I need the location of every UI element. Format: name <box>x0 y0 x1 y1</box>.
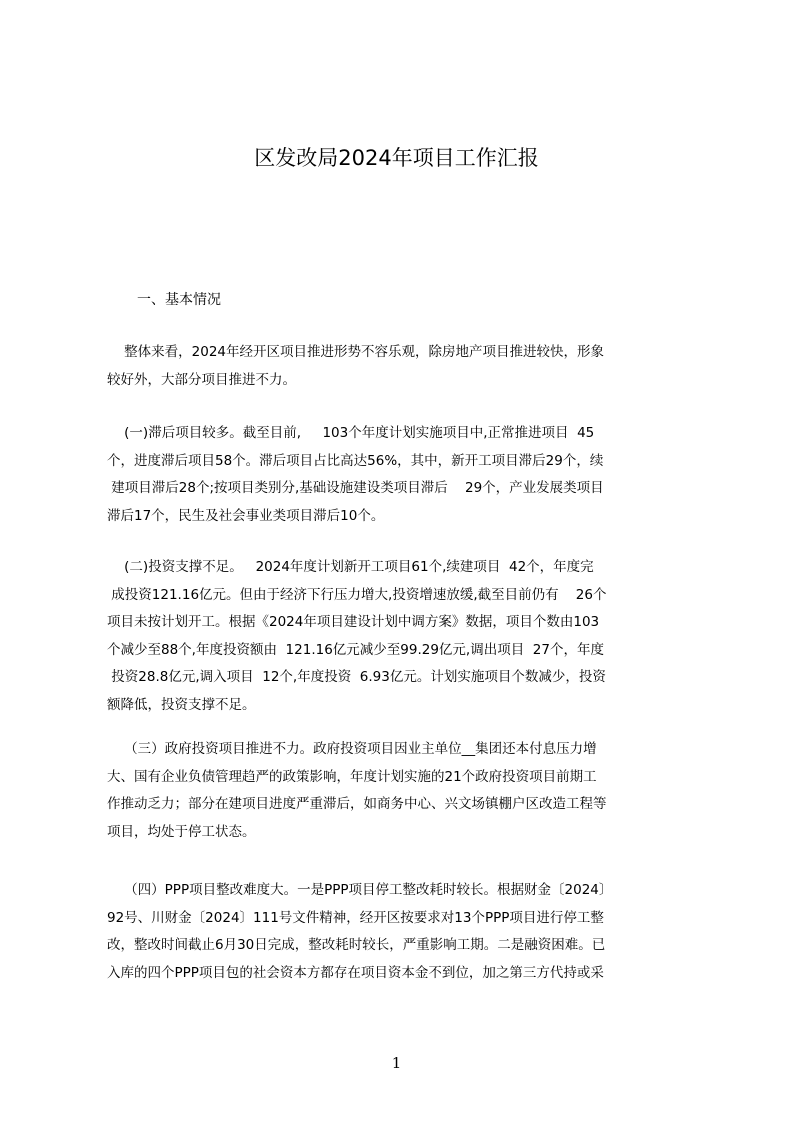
paragraph-government-projects <box>107 736 697 846</box>
paragraph-line: 个，进度滞后项目58个。滞后项目占比高达56%，其中，新开工项目滞后29个，续 <box>107 452 604 469</box>
paragraph-line: 个减少至88个,年度投资额由 121.16亿元减少至99.29亿元,调出项目 27个，年度 <box>107 641 604 658</box>
paragraph-line: (一)滞后项目较多。截至目前, 103个年度计划实施项目中,正常推进项目 45 <box>107 425 595 441</box>
page-number: 1 <box>391 1054 402 1072</box>
paragraph-line: （三）政府投资项目推进不力。政府投资项目因业主单位__集团还本付息压力增 <box>107 741 597 757</box>
paragraph-line: (二)投资支撑不足。 2024年度计划新开工项目61个,续建项目 42个，年度完 <box>107 559 594 575</box>
paragraph-overview <box>107 339 697 394</box>
paragraph-line: 改，整改时间截止6月30日完成，整改耗时较长，严重影响工期。二是融资困难。已 <box>107 937 606 953</box>
paragraph-line: 作推动乏力；部分在建项目进度严重滞后，如商务中心、兴文场镇棚户区改造工程等 <box>107 796 607 812</box>
paragraph-ppp-projects <box>107 877 697 987</box>
paragraph-line: 建项目滞后28个;按项目类别分,基础设施建设类项目滞后 29个，产业发展类项目 <box>107 480 604 496</box>
paragraph-line: 92号、川财金〔2024〕111号文件精神，经开区按要求对13个PPP项目进行停工整 <box>107 909 604 926</box>
paragraph-line: 项目未按计划开工。根据《2024年项目建设计划中调方案》数据，项目个数由103 <box>107 614 600 630</box>
paragraph-line: 整体来看，2024年经开区项目推进形势不容乐观，除房地产项目推进较快，形象 <box>107 344 605 360</box>
paragraph-line: 投资28.8亿元,调入项目 12个,年度投资 6.93亿元。计划实施项目个数减少，投资 <box>107 669 606 685</box>
paragraph-line: 额降低，投资支撑不足。 <box>107 696 256 713</box>
paragraph-lagging-projects <box>107 420 697 530</box>
paragraph-line: 项目，均处于停工状态。 <box>107 823 256 840</box>
paragraph-line: 较好外，大部分项目推进不力。 <box>107 371 296 388</box>
paragraph-line: 成投资121.16亿元。但由于经济下行压力增大,投资增速放缓,截至目前仍有 26个 <box>107 586 607 603</box>
section-heading: 一、基本情况 <box>137 292 221 308</box>
document-title: 区发改局2024年项目工作汇报 <box>254 146 539 170</box>
paragraph-line: （四）PPP项目整改难度大。一是PPP项目停工整改耗时较长。根据财金〔2024〕 <box>107 882 613 898</box>
paragraph-investment-support <box>107 554 697 719</box>
paragraph-line: 入库的四个PPP项目包的社会资本方都存在项目资本金不到位，加之第三方代持或采 <box>107 964 604 981</box>
paragraph-line: 滞后17个，民生及社会事业类项目滞后10个。 <box>107 507 385 524</box>
paragraph-line: 大、国有企业负债管理趋严的政策影响，年度计划实施的21个政府投资项目前期工 <box>107 768 597 785</box>
